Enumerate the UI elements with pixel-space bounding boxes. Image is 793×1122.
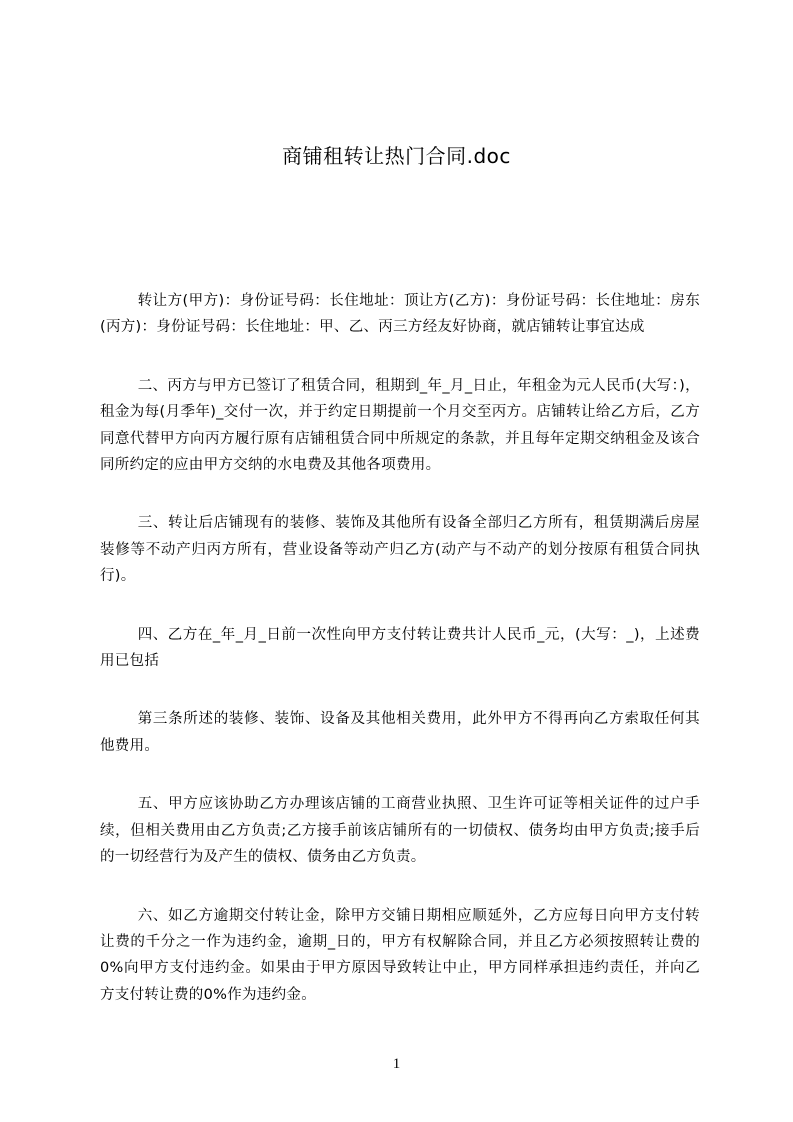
paragraph-clause-5: 五、甲方应该协助乙方办理该店铺的工商营业执照、卫生许可证等相关证件的过户手续，但相关费用由乙方负责;乙方接手前该店铺所有的一切债权、债务均由甲方负责;接手后的一切经营行为及产生的债权、债务由乙方负责。 (100, 796, 700, 866)
paragraph-parties: 转让方(甲方)：身份证号码：长住地址：顶让方(乙方)：身份证号码：长住地址：房东(丙方)：身份证号码：长住地址：甲、乙、丙三方经友好协商，就店铺转让事宜达成 (100, 293, 700, 336)
document-body (100, 288, 700, 1040)
paragraph-clause-2: 二、丙方与甲方已签订了租赁合同，租期到_年_月_日止，年租金为元人民币(大写：)，租金为每(月季年)_交付一次，并于约定日期提前一个月交至丙方。店铺转让给乙方后，乙方同意代替甲方向丙方履行原有店铺租赁合同中所规定的条款，并且每年定期交纳租金及该合同所约定的应由甲方交纳的水电费及其他各项费用。 (100, 377, 700, 474)
paragraph-clause-4: 四、乙方在_年_月_日前一次性向甲方支付转让费共计人民币_元，(大写：_)，上述费用已包括 (100, 626, 700, 670)
paragraph-clause-4-continued: 第三条所述的装修、装饰、设备及其他相关费用，此外甲方不得再向乙方索取任何其他费用。 (100, 711, 700, 754)
paragraph-clause-6: 六、如乙方逾期交付转让金，除甲方交铺日期相应顺延外，乙方应每日向甲方支付转让费的千分之一作为违约金，逾期_日的，甲方有权解除合同，并且乙方必须按照转让费的0%向甲方支付违约金。如果由于甲方原因导致转让中止，甲方同样承担违约责任，并向乙方支付转让费的0%作为违约金。 (100, 907, 700, 1003)
paragraph-clause-3: 三、转让后店铺现有的装修、装饰及其他所有设备全部归乙方所有，租赁期满后房屋装修等不动产归丙方所有，营业设备等动产归乙方(动产与不动产的划分按原有租赁合同执行)。 (100, 515, 700, 585)
page-number: 1 (392, 1056, 401, 1072)
document-title: 商铺租转让热门合同.doc (282, 144, 511, 168)
